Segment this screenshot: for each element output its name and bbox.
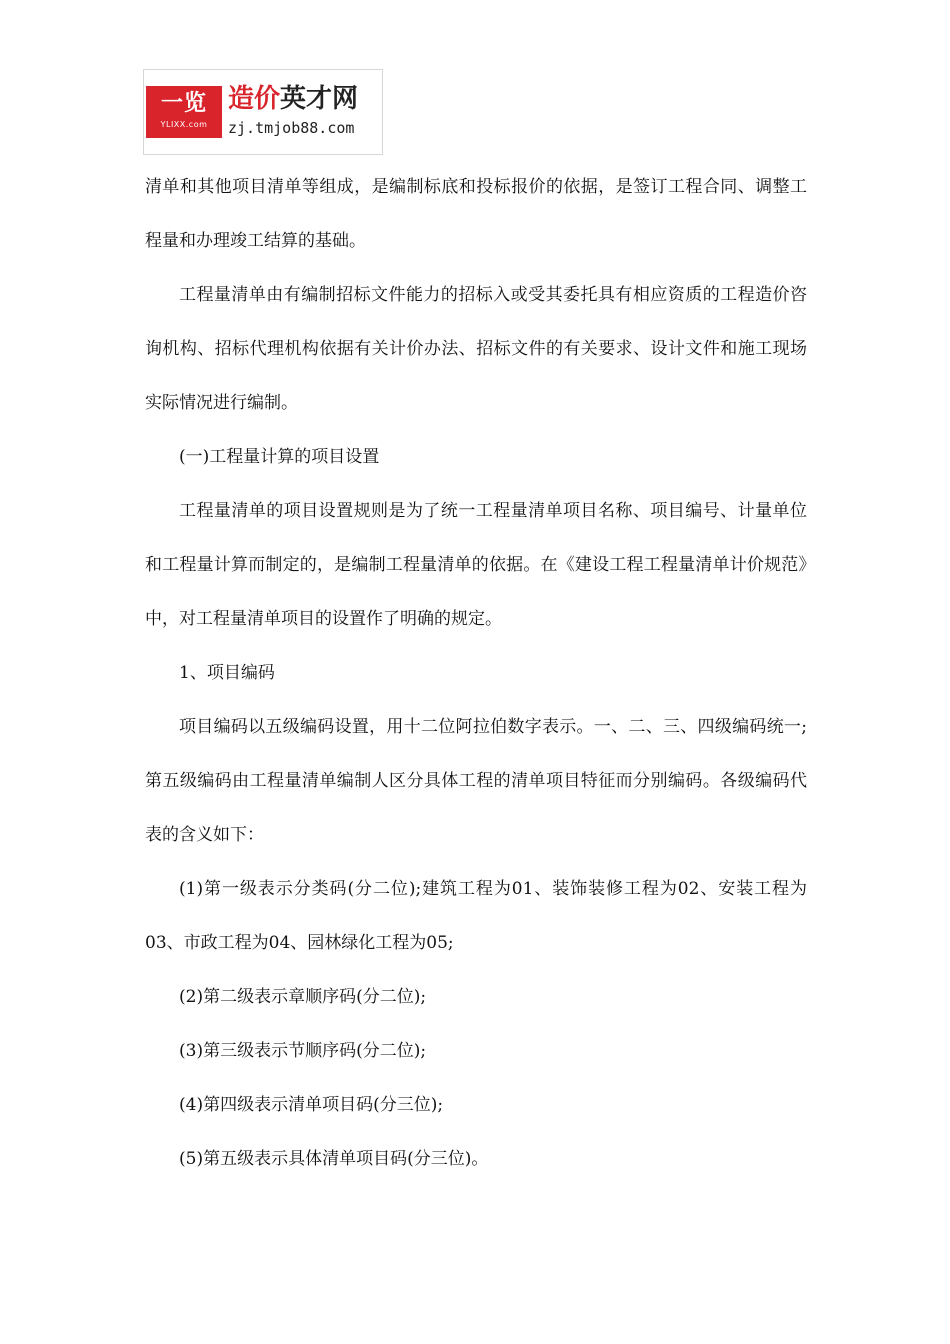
list-item-level-2: (2)第二级表示章顺序码(分二位); bbox=[179, 987, 427, 1007]
paragraph-preparer: 工程量清单由有编制招标文件能力的招标入或受其委托具有相应资质的工程造价咨询机构、招标代理机构依据有关计价办法、招标文件的有关要求、设计文件和施工现场实际情况进行编制。 bbox=[145, 285, 807, 413]
paragraph-coding: 项目编码以五级编码设置，用十二位阿拉伯数字表示。一、二、三、四级编码统一;第五级编码由工程量清单编制人区分具体工程的清单项目特征而分别编码。各级编码代表的含义如下： bbox=[145, 717, 807, 845]
logo-title-red: 造价 bbox=[228, 84, 281, 114]
list-item-level-5: (5)第五级表示具体清单项目码(分三位)。 bbox=[179, 1149, 489, 1169]
list-item-level-1: (1)第一级表示分类码(分二位);建筑工程为01、装饰装修工程为02、安装工程为03、市政工程为04、园林绿化工程为05; bbox=[145, 879, 807, 953]
document-body bbox=[145, 160, 807, 1186]
logo-badge-text: 一览 bbox=[160, 91, 207, 116]
paragraph-continuation: 清单和其他项目清单等组成，是编制标底和投标报价的依据，是签订工程合同、调整工程量和办理竣工结算的基础。 bbox=[145, 177, 807, 251]
logo-badge bbox=[146, 86, 222, 138]
logo-badge-domain: YLIXX.com bbox=[160, 120, 208, 129]
logo-url: zj.tmjob88.com bbox=[228, 119, 355, 137]
paragraph-rules: 工程量清单的项目设置规则是为了统一工程量清单项目名称、项目编号、计量单位和工程量计算而制定的，是编制工程量清单的依据。在《建设工程工程量清单计价规范》中，对工程量清单项目的设置作了明确的规定。 bbox=[145, 501, 807, 629]
logo-title bbox=[228, 84, 358, 114]
subsection-heading: 1、项目编码 bbox=[179, 663, 275, 683]
logo-title-dark: 英才网 bbox=[280, 84, 359, 114]
section-heading: (一)工程量计算的项目设置 bbox=[179, 447, 380, 467]
list-item-level-3: (3)第三级表示节顺序码(分二位); bbox=[179, 1041, 427, 1061]
site-logo[interactable] bbox=[143, 69, 383, 155]
list-item-level-4: (4)第四级表示清单项目码(分三位); bbox=[179, 1095, 444, 1115]
